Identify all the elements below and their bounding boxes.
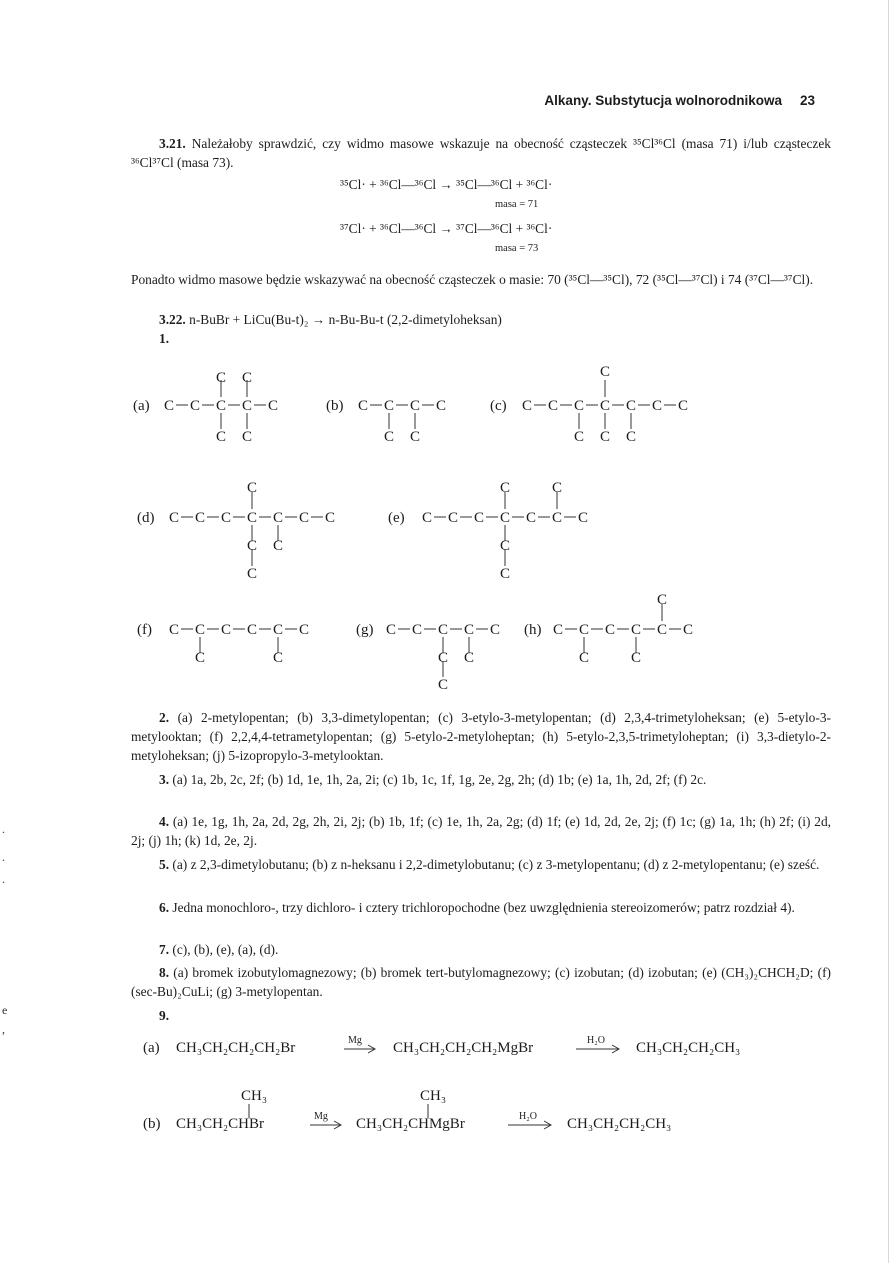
svg-text:C: C <box>551 480 563 496</box>
paragraph-ponadto: Ponadto widmo masowe będzie wskazywać na obecność cząsteczek o masie: 70 (³⁵Cl—³⁵Cl), 72 (³⁵Cl—³⁷Cl) i 74 (³⁷Cl—³⁷Cl). <box>131 272 814 287</box>
svg-text:C: C <box>630 650 642 666</box>
svg-text:C: C <box>168 622 180 638</box>
svg-text:C: C <box>625 429 637 445</box>
reaction-a-product-1: CH₃CH₂CH₂CH₂MgBr <box>393 1040 534 1056</box>
reaction-a-label: (a) <box>143 1040 160 1056</box>
reaction-b-product-2: CH₃CH₂CH₂CH₃ <box>567 1116 672 1132</box>
carbon-atoms <box>164 364 693 693</box>
svg-text:C: C <box>577 510 589 526</box>
reaction-a-reagent-1: Mg <box>348 1035 362 1046</box>
reaction-a-reagent-2: H₂O <box>587 1035 605 1046</box>
svg-text:C: C <box>656 622 668 638</box>
problem-number: 3.22. <box>159 312 186 327</box>
svg-text:C: C <box>521 398 533 414</box>
structure-label-e: (e) <box>388 510 405 526</box>
svg-text:C: C <box>246 480 258 496</box>
answer-9-heading: 9. <box>159 1008 170 1023</box>
svg-text:C: C <box>447 510 459 526</box>
reaction-a-product-2: CH₃CH₂CH₂CH₃ <box>636 1040 741 1056</box>
svg-text:C: C <box>324 510 336 526</box>
svg-text:C: C <box>630 622 642 638</box>
svg-text:C: C <box>463 622 475 638</box>
page-number: 23 <box>799 93 815 108</box>
svg-text:C: C <box>599 429 611 445</box>
svg-text:C: C <box>189 398 201 414</box>
svg-text:C: C <box>421 510 433 526</box>
svg-text:C: C <box>246 622 258 638</box>
svg-text:C: C <box>194 650 206 666</box>
answer-5: 5. (a) z 2,3-dimetylobutanu; (b) z n-heksanu i 2,2-dimetylobutanu; (c) z 3-metylopentanu; (d) z 2-metylopentanu; (e) sześć. <box>159 857 820 872</box>
svg-text:C: C <box>499 538 511 554</box>
svg-text:C: C <box>409 398 421 414</box>
svg-text:C: C <box>246 510 258 526</box>
equation-1: ³⁵Cl· + ³⁶Cl—³⁶Cl → ³⁵Cl—³⁶Cl + ³⁶Cl· <box>340 177 553 192</box>
svg-text:C: C <box>272 622 284 638</box>
svg-text:C: C <box>547 398 559 414</box>
margin-mark: , <box>2 1022 5 1036</box>
svg-text:C: C <box>220 622 232 638</box>
svg-text:C: C <box>435 398 447 414</box>
svg-text:C: C <box>573 398 585 414</box>
svg-text:C: C <box>215 370 227 386</box>
svg-text:C: C <box>599 398 611 414</box>
svg-text:C: C <box>573 429 585 445</box>
reaction-b-reagent-2: H₂O <box>519 1111 537 1122</box>
svg-text:C: C <box>656 592 668 608</box>
svg-text:C: C <box>246 538 258 554</box>
equation-1-mass: masa = 71 <box>495 199 539 210</box>
svg-text:C: C <box>489 622 501 638</box>
answer-2: 2. (a) 2-metylopentan; (b) 3,3-dimetylopentan; (c) 3-etylo-3-metylopentan; (d) 2,3,4-trimetyloheksan; (e) 5-etylo-3-metylooktan; (f) 2,2,4,4-tetrametylopentan; (g) 5-etylo-2-metyloheptan; (h) 5-etylo-2,3,5-trimetyloheptan; (i) 3,3-dietylo-2-metyloheksan; (j) 5-izopropylo-3-metylooktan. <box>131 710 831 763</box>
svg-text:C: C <box>215 429 227 445</box>
svg-text:C: C <box>437 677 449 693</box>
svg-text:C: C <box>168 510 180 526</box>
margin-mark: . <box>2 872 5 886</box>
svg-text:C: C <box>411 622 423 638</box>
reaction-b-reactant: CH₃CH₂CHBr <box>176 1116 264 1132</box>
svg-text:C: C <box>437 650 449 666</box>
structure-label-h: (h) <box>524 622 542 638</box>
svg-text:C: C <box>246 566 258 582</box>
reaction-b-label: (b) <box>143 1116 161 1132</box>
svg-text:C: C <box>682 622 694 638</box>
problem-number: 3.21. <box>159 136 186 151</box>
svg-text:C: C <box>272 650 284 666</box>
margin-mark: . <box>2 822 5 836</box>
svg-text:C: C <box>163 398 175 414</box>
svg-text:C: C <box>357 398 369 414</box>
svg-text:C: C <box>272 510 284 526</box>
svg-text:C: C <box>298 622 310 638</box>
paragraph-text: n-BuBr + LiCu(Bu-t)₂ → n-Bu-Bu-t (2,2-dimetyloheksan) <box>189 312 502 327</box>
svg-text:C: C <box>625 398 637 414</box>
svg-text:C: C <box>578 650 590 666</box>
margin-mark: . <box>2 850 5 864</box>
structure-label-a: (a) <box>133 398 150 414</box>
answer-8: 8. (a) bromek izobutylomagnezowy; (b) bromek tert-butylomagnezowy; (c) izobutan; (d) izobutan; (e) (CH₃)₂CHCH₂D; (f) (sec-Bu)₂CuLi; (g) 3-metylopentan. <box>131 965 831 999</box>
svg-text:C: C <box>241 370 253 386</box>
svg-text:C: C <box>409 429 421 445</box>
svg-text:C: C <box>473 510 485 526</box>
svg-text:C: C <box>437 622 449 638</box>
svg-text:C: C <box>383 398 395 414</box>
svg-text:C: C <box>599 364 611 380</box>
svg-text:C: C <box>525 510 537 526</box>
svg-text:C: C <box>194 510 206 526</box>
svg-text:C: C <box>499 510 511 526</box>
paragraph-text: Należałoby sprawdzić, czy widmo masowe wskazuje na obecność cząsteczek ³⁵Cl³⁶Cl (masa 71) i/lub cząsteczek ³⁶Cl³⁷Cl (masa 73). <box>131 136 831 170</box>
reaction-b-reagent-1: Mg <box>314 1111 328 1122</box>
reaction-b-branch-1: CH₃ <box>241 1088 268 1104</box>
answer-6: 6. Jedna monochloro-, trzy dichloro- i cztery trichloropochodne (bez uwzględnienia stereoizomerów; patrz rozdział 4). <box>159 900 795 915</box>
reaction-b-branch-2: CH₃ <box>420 1088 447 1104</box>
equation-2-mass: masa = 73 <box>495 243 539 254</box>
svg-text:C: C <box>552 622 564 638</box>
structure-label-f: (f) <box>137 622 152 638</box>
structure-label-g: (g) <box>356 622 374 638</box>
svg-text:C: C <box>551 510 563 526</box>
header-title: Alkany. Substytucja wolnorodnikowa <box>544 93 782 108</box>
reaction-a-reactant: CH₃CH₂CH₂CH₂Br <box>176 1040 296 1056</box>
equation-2: ³⁷Cl· + ³⁶Cl—³⁶Cl → ³⁷Cl—³⁶Cl + ³⁶Cl· <box>340 221 553 236</box>
svg-text:C: C <box>267 398 279 414</box>
reaction-b-product-1: CH₃CH₂CHMgBr <box>356 1116 465 1132</box>
svg-text:C: C <box>385 622 397 638</box>
svg-text:C: C <box>194 622 206 638</box>
svg-text:C: C <box>272 538 284 554</box>
structure-label-b: (b) <box>326 398 344 414</box>
answer-4: 4. (a) 1e, 1g, 1h, 2a, 2d, 2g, 2h, 2i, 2j; (b) 1b, 1f; (c) 1e, 1h, 2a, 2g; (d) 1f; (e) 1d, 2d, 2e, 2j; (f) 1c; (g) 1a, 1h; (h) 2f; (i) 2d, 2j; (j) 1h; (k) 1d, 2e, 2j. <box>131 814 831 848</box>
structure-label-d: (d) <box>137 510 155 526</box>
svg-text:C: C <box>499 480 511 496</box>
svg-text:C: C <box>499 566 511 582</box>
svg-text:C: C <box>578 622 590 638</box>
answer-3: 3. (a) 1a, 2b, 2c, 2f; (b) 1d, 1e, 1h, 2a, 2i; (c) 1b, 1c, 1f, 1g, 2e, 2g, 2h; (d) 1b; (e) 1a, 1h, 2d, 2f; (f) 2c. <box>159 772 707 787</box>
svg-text:C: C <box>215 398 227 414</box>
svg-text:C: C <box>241 398 253 414</box>
svg-text:C: C <box>677 398 689 414</box>
svg-text:C: C <box>220 510 232 526</box>
question-1-heading: 1. <box>159 331 170 346</box>
answer-7: 7. (c), (b), (e), (a), (d). <box>159 942 279 957</box>
svg-text:C: C <box>383 429 395 445</box>
svg-text:C: C <box>241 429 253 445</box>
svg-text:C: C <box>298 510 310 526</box>
margin-mark: e <box>2 1003 8 1017</box>
svg-text:C: C <box>463 650 475 666</box>
svg-text:C: C <box>651 398 663 414</box>
svg-text:C: C <box>604 622 616 638</box>
structure-label-c: (c) <box>490 398 507 414</box>
